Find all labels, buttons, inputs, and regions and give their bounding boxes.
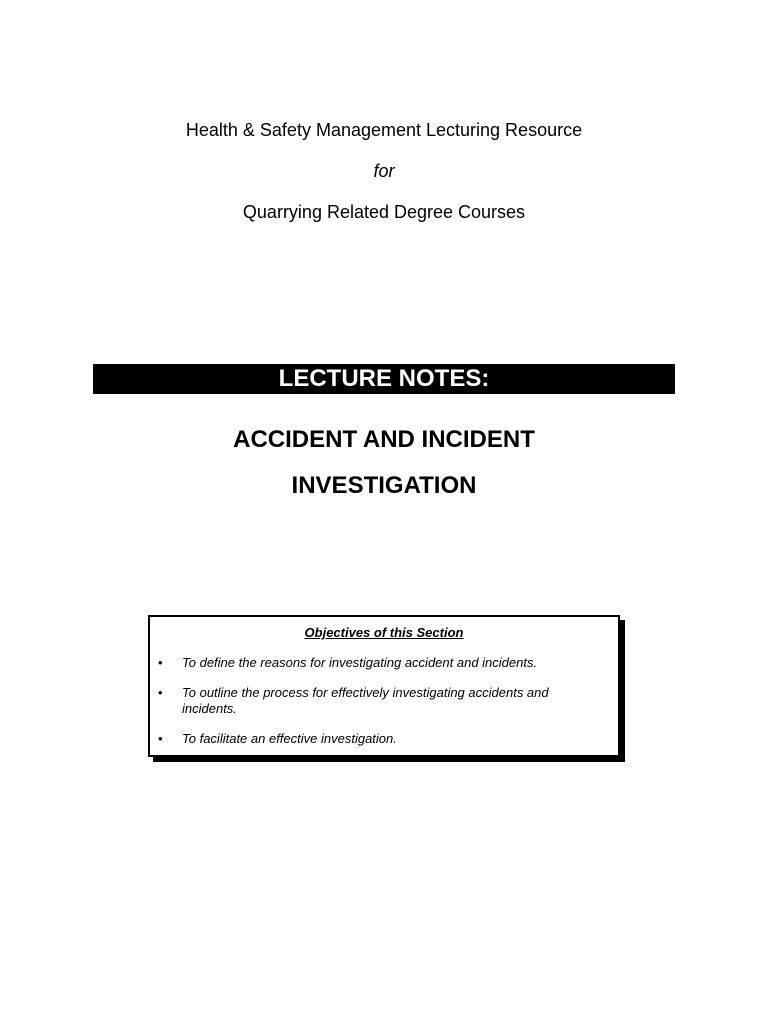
objectives-heading: Objectives of this Section (304, 625, 464, 640)
document-title-line-2: INVESTIGATION (291, 472, 477, 499)
bullet-icon: • (158, 655, 163, 670)
document-title-line-1: ACCIDENT AND INCIDENT (233, 426, 535, 453)
objective-text: To facilitate an effective investigation. (182, 731, 397, 746)
objectives-list (150, 655, 618, 747)
bullet-icon: • (158, 731, 163, 746)
objective-item (150, 731, 618, 747)
objective-text: To define the reasons for investigating accident and incidents. (182, 655, 538, 670)
objective-item (150, 655, 618, 671)
objective-item (150, 685, 618, 717)
objectives-box (148, 615, 620, 757)
bullet-icon: • (158, 685, 163, 700)
lecture-notes-banner: LECTURE NOTES: (93, 364, 675, 394)
resource-for-label: for (373, 161, 395, 181)
objective-text: To outline the process for effectively investigating accidents and incidents. (182, 685, 549, 716)
resource-title: Health & Safety Management Lecturing Resource (185, 120, 583, 140)
course-title: Quarrying Related Degree Courses (242, 202, 526, 222)
